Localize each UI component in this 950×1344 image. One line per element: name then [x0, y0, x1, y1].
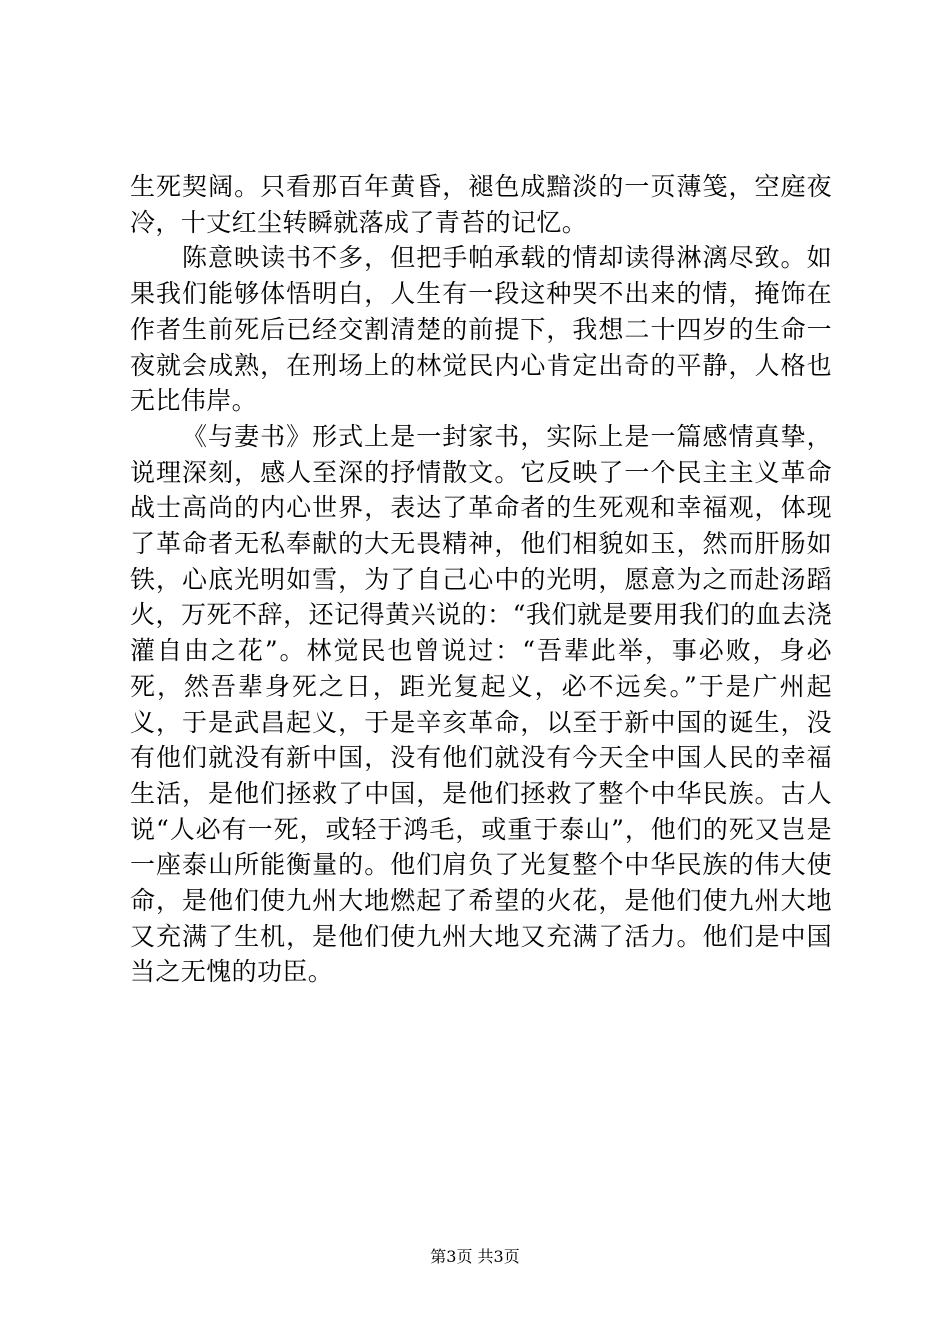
- paragraph-yu-qi-shu: 《与妻书》形式上是一封家书，实际上是一篇感情真挚，说理深刻，感人至深的抒情散文。它反映了一个民主主义革命战士高尚的内心世界，表达了革命者的生死观和幸福观，体现了革命者无私奉献的大无畏精神，他们相貌如玉，然而肝肠如铁，心底光明如雪，为了自己心中的光明，愿意为之而赴汤蹈火，万死不辞，还记得黄兴说的：“我们就是要用我们的血去浇灌自由之花”。林觉民也曾说过：“吾辈此举，事必败，身必死，然吾辈身死之日，距光复起义，必不远矣。”于是广州起义，于是武昌起义，于是辛亥革命，以至于新中国的诞生，没有他们就没有新中国，没有他们就没有今天全中国人民的幸福生活，是他们拯救了中国，是他们拯救了整个中华民族。古人说“人必有一死，或轻于鸿毛，或重于泰山”，他们的死又岂是一座泰山所能衡量的。他们肩负了光复整个中华民族的伟大使命，是他们使九州大地燃起了希望的火花，是他们使九州大地又充满了生机，是他们使九州大地又充满了活力。他们是中国当之无愧的功臣。: [130, 421, 832, 987]
- paragraph-continuation: 生死契阔。只看那百年黄昏，褪色成黯淡的一页薄笺，空庭夜冷，十丈红尘转瞬就落成了青苔的记忆。: [130, 172, 832, 237]
- page-footer: 第3页 共3页: [430, 1247, 520, 1266]
- body-text: [130, 169, 832, 990]
- paragraph-chen-yiying: 陈意映读书不多，但把手帕承载的情却读得淋漓尽致。如果我们能够体悟明白，人生有一段这种哭不出来的情，掩饰在作者生前死后已经交割清楚的前提下，我想二十四岁的生命一夜就会成熟，在刑场上的林觉民内心肯定出奇的平静，人格也无比伟岸。: [130, 243, 832, 416]
